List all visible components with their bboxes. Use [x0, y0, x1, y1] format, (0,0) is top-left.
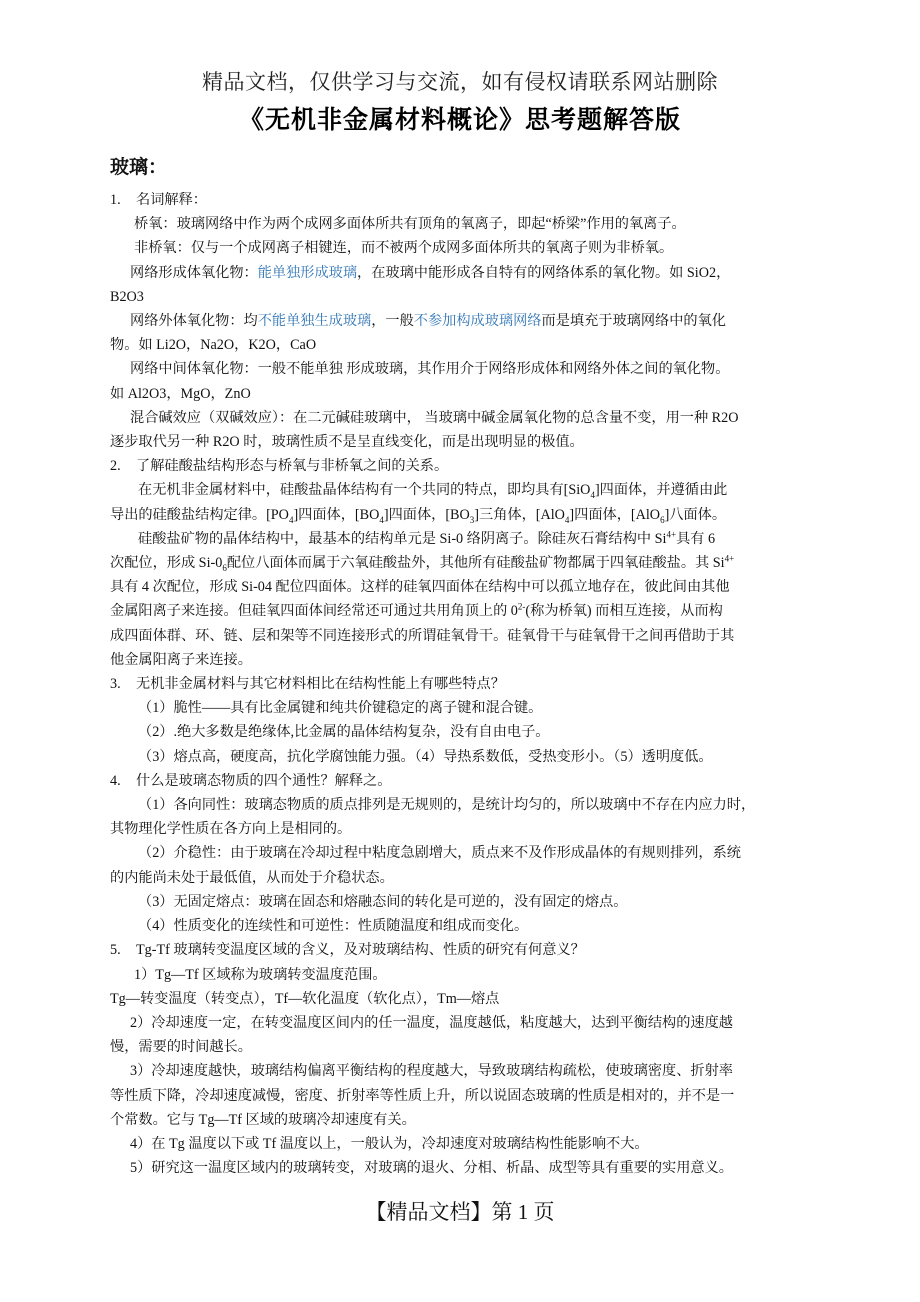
- answer-item-cont: 个常数。它与 Tg—Tf 区域的玻璃冷却速度有关。: [110, 1111, 416, 1128]
- answer-item: 2）冷却速度一定，在转变温度区间内的任一温度，温度越低，粘度越大，达到平衡结构的速度越: [130, 1014, 733, 1031]
- answer-item: 4）在 Tg 温度以下或 Tf 温度以上，一般认为，冷却速度对玻璃结构性能影响不大。: [130, 1135, 649, 1152]
- answer-paragraph-cont: 他金属阳离子来连接。: [110, 651, 252, 668]
- text: 配位八面体而属于六氧硅酸盐外，其他所有硅酸盐矿物都属于四氧硅酸盐。其 Si: [226, 555, 725, 572]
- definition-network-intermediate-cont: 如 Al2O3，MgO，ZnO: [110, 385, 251, 402]
- page-footer: 【精品文档】第 1 页: [365, 1200, 555, 1224]
- document-title: 《无机非金属材料概论》思考题解答版: [238, 107, 681, 134]
- text: ]四面体，[AlO: [569, 506, 661, 523]
- superscript: 4+: [724, 553, 735, 564]
- answer-paragraph-cont: [110, 551, 825, 575]
- section-title-glass: 玻璃：: [110, 156, 168, 178]
- definition-bridging-oxygen: 桥氧：玻璃网络中作为两个成网多面体所共有顶角的氧离子，即起“桥梁”作用的氧离子。: [134, 216, 686, 233]
- answer-item-cont: 其物理化学性质在各方向上是相同的。: [110, 821, 352, 838]
- subscript: 6: [222, 562, 227, 573]
- superscript: 2-: [517, 601, 526, 612]
- definition-network-modifier: [110, 309, 825, 333]
- answer-item: 3）冷却速度越快，玻璃结构偏离平衡结构的程度越大，导致玻璃结构疏松，使玻璃密度、折射率: [130, 1063, 733, 1080]
- question-3: [110, 672, 825, 696]
- text: 硅酸盐矿物的晶体结构中，最基本的结构单元是 Si-0 络阴离子。除硅灰石膏结构中 Si: [138, 530, 667, 547]
- text: 而是填充于玻璃网络中的氧化: [541, 313, 726, 330]
- answer-paragraph-cont: 成四面体群、环、链、层和架等不同连接形式的所谓硅氧骨干。硅氧骨干与硅氧骨干之间再借助于其: [110, 627, 735, 644]
- answer-item: （4）性质变化的连续性和可逆性：性质随温度和组成而变化。: [138, 918, 529, 935]
- definition-mixed-alkali: 混合碱效应（双碱效应）：在二元碱硅玻璃中， 当玻璃中碱金属氧化物的总含量不变，用一种 R2O: [130, 409, 739, 426]
- text: ]四面体，[BO: [293, 506, 380, 523]
- text: ，一般: [371, 313, 414, 330]
- text: ]四面体，并遵循由此: [594, 482, 728, 499]
- definition-network-modifier-cont: 物。如 Li2O，Na2O，K2O，CaO: [110, 337, 317, 354]
- answer-paragraph: [110, 478, 825, 502]
- highlighted-text: 不能单独生成玻璃: [257, 313, 372, 330]
- answer-item: （1）脆性——具有比金属键和纯共价键稳定的离子键和混合键。: [138, 700, 543, 717]
- highlighted-text: 不参加构成玻璃网络: [413, 313, 542, 330]
- subscript: 6: [660, 514, 665, 525]
- answer-paragraph-cont: [110, 599, 825, 623]
- text: 在无机非金属材料中，硅酸盐晶体结构有一个共同的特点，即均具有[SiO: [138, 482, 591, 499]
- question-2: [110, 454, 825, 478]
- text: (称为桥氧) 而相互连接，从而构: [525, 603, 723, 620]
- question-title: 名词解释：: [136, 192, 207, 208]
- definition-network-intermediate: 网络中间体氧化物：一般不能单独 形成玻璃，其作用介于网络形成体和网络外体之间的氧化物。: [130, 361, 730, 378]
- answer-paragraph-cont: [110, 503, 825, 527]
- answer-item: 1）Tg—Tf 区域称为玻璃转变温度范围。: [134, 966, 387, 983]
- answer-item-cont: 的内能尚未处于最低值，从而处于介稳状态。: [110, 869, 394, 886]
- definition-network-former: [110, 261, 825, 285]
- answer-definitions: Tg—转变温度（转变点），Tf—软化温度（软化点），Tm—熔点: [110, 990, 500, 1007]
- highlighted-text: 能单独形成玻璃: [257, 264, 358, 281]
- question-number: 3.: [110, 676, 121, 693]
- answer-item-cont: 慢，需要的时间越长。: [110, 1039, 252, 1056]
- answer-item: （2）介稳性：由于玻璃在冷却过程中粘度急剧增大，质点来不及作形成晶体的有规则排列，系统: [138, 845, 741, 862]
- question-number: 5.: [110, 942, 121, 959]
- question-title: Tg-Tf 玻璃转变温度区域的含义，及对玻璃结构、性质的研究有何意义？: [136, 942, 585, 959]
- answer-paragraph: [110, 527, 825, 551]
- question-4: [110, 769, 825, 793]
- definition-nonbridging-oxygen: 非桥氧：仅与一个成网离子相键连，而不被两个成网多面体所共的氧离子则为非桥氧。: [134, 240, 674, 257]
- subscript: 4: [564, 514, 570, 525]
- watermark-header: 精品文档，仅供学习与交流，如有侵权请联系网站删除: [202, 70, 718, 94]
- answer-item: （3）无固定熔点：玻璃在固态和熔融态间的转化是可逆的，没有固定的熔点。: [138, 893, 628, 910]
- text: ，在玻璃中能形成各自特有的网络体系的氧化物。如 SiO2，: [357, 264, 731, 281]
- definition-network-former-cont: B2O3: [110, 288, 144, 305]
- question-number: 4.: [110, 772, 121, 789]
- answer-item-cont: 等性质下降，冷却速度减慢，密度、折射率等性质上升，所以说固态玻璃的性质是相对的，并不是一: [110, 1087, 735, 1104]
- answer-item: （3）熔点高，硬度高，抗化学腐蚀能力强。（4）导热系数低，受热变形小。（5）透明度低。: [138, 748, 713, 765]
- subscript: 4: [590, 490, 595, 501]
- text: 次配位，形成 Si-0: [110, 555, 223, 572]
- question-number: 2.: [110, 458, 121, 475]
- answer-item: （2）.绝大多数是绝缘体,比金属的晶体结构复杂，没有自由电子。: [138, 724, 550, 741]
- document-body: [110, 188, 825, 1180]
- subscript: 4: [288, 514, 294, 525]
- question-title: 了解硅酸盐结构形态与桥氧与非桥氧之间的关系。: [136, 458, 449, 475]
- subscript: 4: [379, 514, 384, 525]
- question-number: 1.: [110, 192, 121, 208]
- answer-paragraph-cont: 具有 4 次配位，形成 Si-04 配位四面体。这样的硅氧四面体在结构中可以孤立地存在，彼此间由其他: [110, 579, 730, 596]
- definition-mixed-alkali-cont: 逐步取代另一种 R2O 时，玻璃性质不是呈直线变化，而是出现明显的极值。: [110, 434, 584, 451]
- text: ]四面体，[BO: [383, 506, 470, 523]
- text: 金属阳离子来连接。但硅氧四面体间经常还可通过共用角顶上的 0: [110, 603, 518, 620]
- question-title: 什么是玻璃态物质的四个通性？解释之。: [136, 772, 392, 789]
- text: 网络形成体氧化物：: [130, 264, 258, 281]
- text: ]三角体，[AlO: [474, 506, 565, 523]
- text: 导出的硅酸盐结构定律。[PO: [110, 506, 289, 523]
- text: ]八面体。: [664, 506, 727, 523]
- question-title: 无机非金属材料与其它材料相比在结构性能上有哪些特点？: [136, 676, 505, 693]
- question-5: [110, 938, 825, 962]
- subscript: 3: [469, 514, 475, 525]
- question-1: [110, 188, 825, 212]
- answer-item: （1）各向同性：玻璃态物质的质点排列是无规则的，是统计均匀的，所以玻璃中不存在内应力时，: [138, 797, 756, 814]
- answer-item: 5）研究这一温度区域内的玻璃转变，对玻璃的退火、分相、析晶、成型等具有重要的实用意义。: [130, 1160, 733, 1177]
- text: 具有 6: [676, 530, 716, 547]
- text: 网络外体氧化物：均: [130, 313, 258, 330]
- superscript: 4+: [666, 529, 677, 540]
